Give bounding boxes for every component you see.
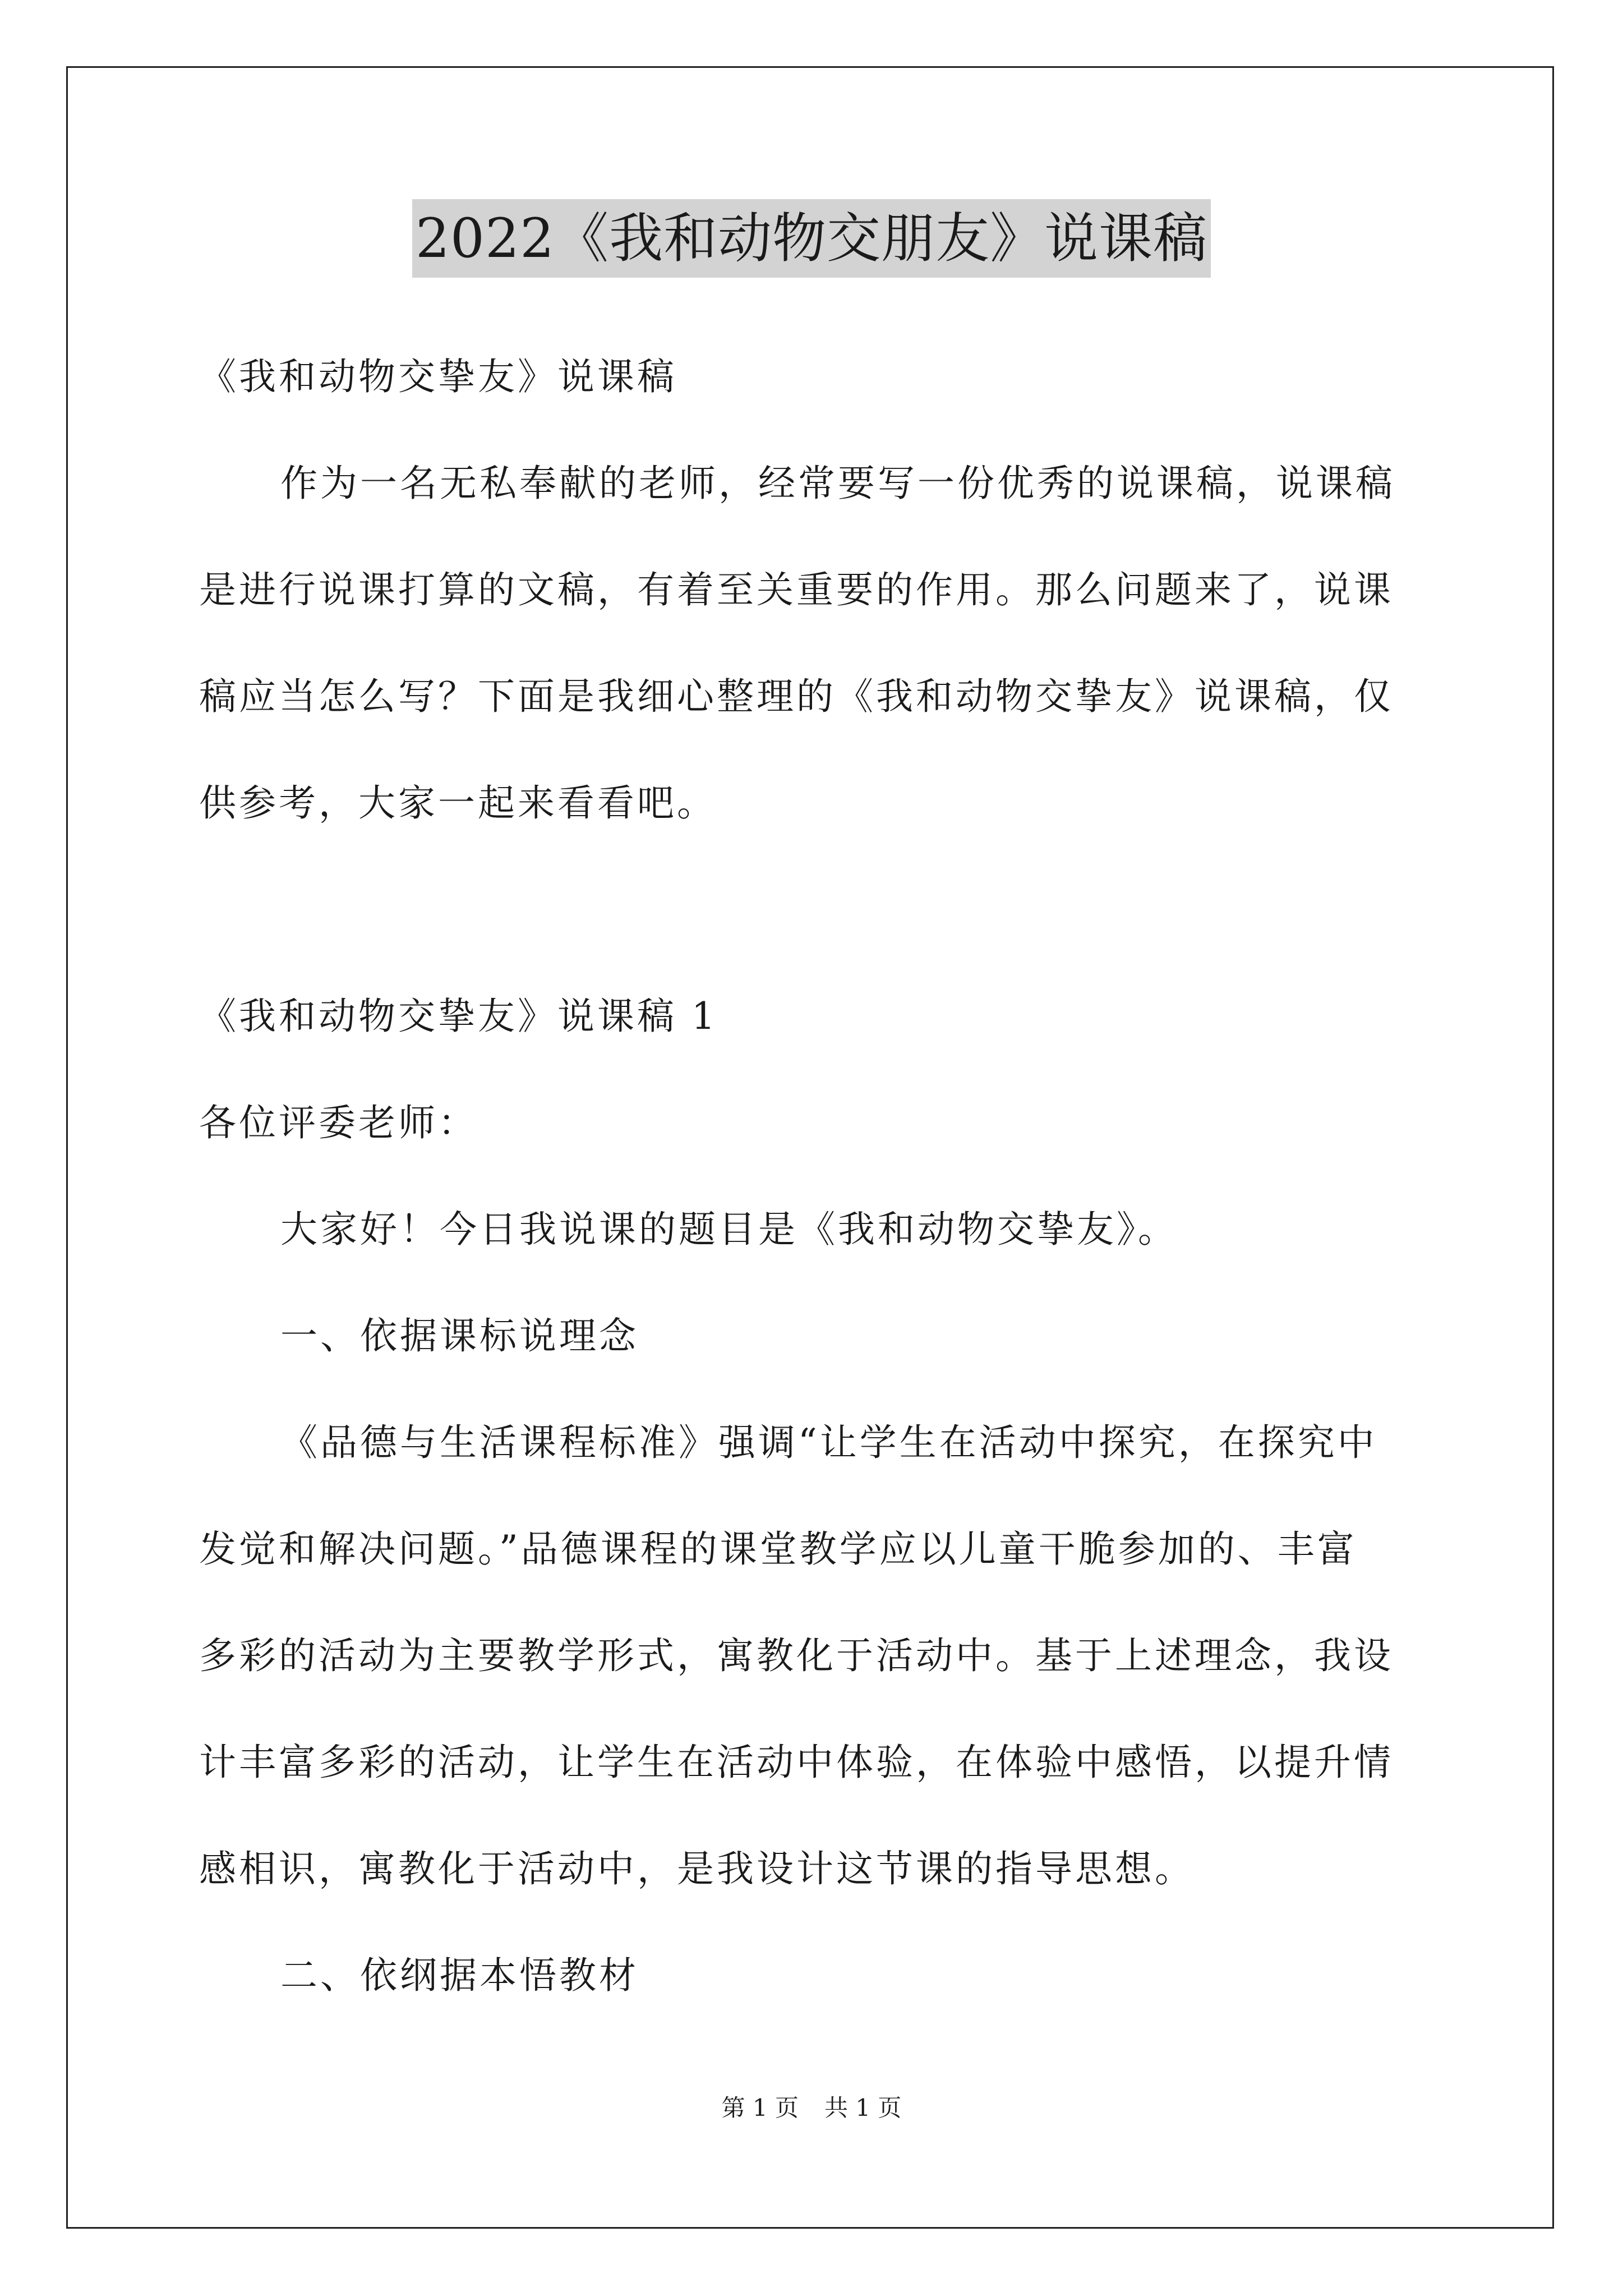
paragraph-line: 《品德与生活课程标准》强调“让学生在活动中探究，在探究中 — [280, 1421, 1377, 1464]
paragraph-line: 是进行说课打算的文稿，有着至关重要的作用。那么问题来了，说课 — [199, 568, 1394, 611]
page-number: 第 1 页 — [721, 2094, 799, 2122]
paragraph-line: 多彩的活动为主要教学形式，寓教化于活动中。基于上述理念，我设 — [199, 1634, 1394, 1677]
paragraph-line: 稿应当怎么写？下面是我细心整理的《我和动物交挚友》说课稿，仅 — [199, 675, 1394, 718]
paragraph-line: 发觉和解决问题。”品德课程的课堂教学应以儿童干脆参加的、丰富 — [199, 1527, 1357, 1571]
page-total: 共 1 页 — [824, 2094, 902, 2122]
paragraph-line: 计丰富多彩的活动，让学生在活动中体验，在体验中感悟，以提升情 — [199, 1741, 1394, 1784]
paragraph-line: 作为一名无私奉献的老师，经常要写一份优秀的说课稿，说课稿 — [280, 462, 1395, 505]
paragraph-line: 感相识，寓教化于活动中，是我设计这节课的指导思想。 — [199, 1847, 1195, 1890]
paragraph-line: 供参考，大家一起来看看吧。 — [199, 781, 717, 825]
section-subheading: 二、依纲据本悟教材 — [280, 1954, 639, 1997]
page-footer — [0, 2091, 1623, 2125]
title-container — [0, 199, 1623, 278]
section-subheading: 一、依据课标说理念 — [280, 1314, 639, 1358]
section-heading: 《我和动物交挚友》说课稿 1 — [199, 995, 718, 1038]
document-title: 2022《我和动物交朋友》说课稿 — [412, 199, 1211, 278]
greeting-line: 各位评委老师： — [199, 1101, 478, 1144]
subtitle-line: 《我和动物交挚友》说课稿 — [199, 355, 677, 398]
paragraph-line: 大家好！今日我说课的题目是《我和动物交挚友》。 — [280, 1208, 1178, 1251]
